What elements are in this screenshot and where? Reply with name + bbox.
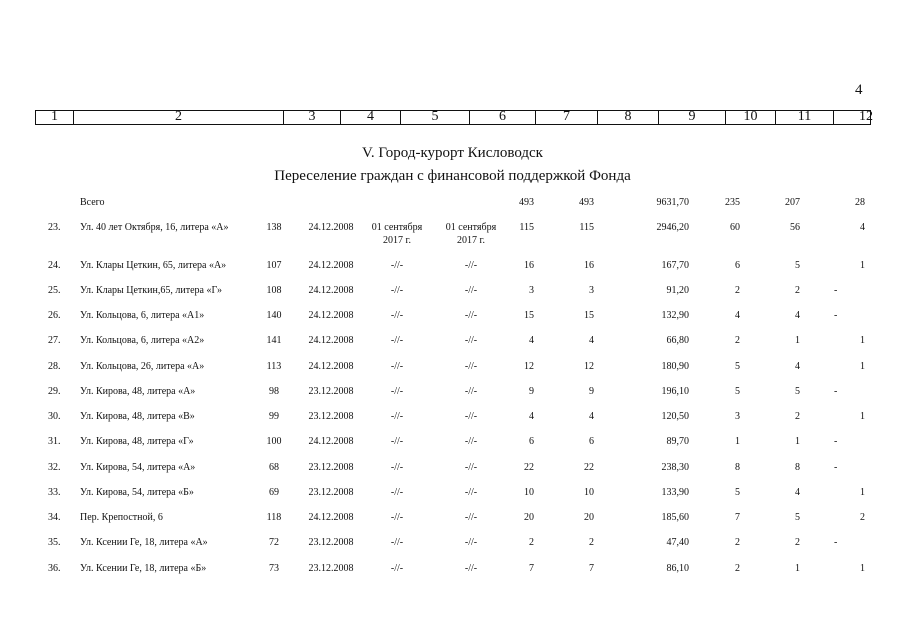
- flats-cell: 2: [735, 335, 740, 346]
- flats-cell: 4: [735, 310, 740, 321]
- municipal-cell: 1: [860, 563, 865, 574]
- private-cell: 2: [795, 411, 800, 422]
- total-area-cell: 9631,70: [656, 197, 689, 208]
- address-cell: Ул. Ксении Ге, 18, литера «А»: [80, 537, 208, 548]
- flats-cell: 2: [735, 563, 740, 574]
- area-cell: 238,30: [661, 462, 689, 473]
- dash-cell: -: [834, 462, 838, 473]
- area-cell: 133,90: [661, 487, 689, 498]
- private-cell: 4: [795, 310, 800, 321]
- code-cell: 118: [266, 512, 282, 523]
- end-date-cell: -//-: [464, 285, 478, 296]
- area-cell: 132,90: [661, 310, 689, 321]
- end-date-cell: -//-: [464, 512, 478, 523]
- start-date-cell: -//-: [390, 411, 404, 422]
- municipal-cell: 4: [860, 222, 865, 233]
- total-cell: 6: [529, 436, 534, 447]
- end-date-cell: -//-: [464, 462, 478, 473]
- page-number: 4: [855, 82, 863, 98]
- flats-cell: 60: [730, 222, 740, 233]
- code-cell: 73: [269, 563, 279, 574]
- code-cell: 68: [269, 462, 279, 473]
- start-date-cell: -//-: [390, 563, 404, 574]
- end-date-cell: -//-: [464, 563, 478, 574]
- column-number-cell: 6: [470, 111, 536, 124]
- flats-cell: 2: [735, 537, 740, 548]
- private-cell: 2: [795, 285, 800, 296]
- end-date-cell: -//-: [464, 361, 478, 372]
- address-cell: Ул. Кирова, 54, литера «Б»: [80, 487, 194, 498]
- municipal-cell: 1: [860, 487, 865, 498]
- row-number-cell: 28.: [48, 361, 61, 372]
- area-cell: 2946,20: [656, 222, 689, 233]
- area-cell: 91,20: [666, 285, 689, 296]
- code-cell: 98: [269, 386, 279, 397]
- row-number-cell: 29.: [48, 386, 61, 397]
- address-cell: Ул. Кирова, 54, литера «А»: [80, 462, 196, 473]
- date-cell: 23.12.2008: [308, 462, 354, 473]
- end-date-cell: -//-: [464, 537, 478, 548]
- area-cell: 180,90: [661, 361, 689, 372]
- address-cell: Пер. Крепостной, 6: [80, 512, 163, 523]
- area-cell: 167,70: [661, 260, 689, 271]
- persons-cell: 6: [589, 436, 594, 447]
- total-label: Всего: [80, 197, 105, 208]
- private-cell: 1: [795, 436, 800, 447]
- dash-cell: -: [834, 537, 838, 548]
- end-date-cell: -//-: [464, 411, 478, 422]
- flats-cell: 7: [735, 512, 740, 523]
- private-cell: 5: [795, 260, 800, 271]
- start-date-cell: -//-: [390, 436, 404, 447]
- start-date-cell: -//-: [390, 386, 404, 397]
- flats-cell: 6: [735, 260, 740, 271]
- date-cell: 23.12.2008: [308, 563, 354, 574]
- row-number-cell: 27.: [48, 335, 61, 346]
- area-cell: 86,10: [666, 563, 689, 574]
- start-date-cell: -//-: [390, 487, 404, 498]
- persons-cell: 16: [584, 260, 594, 271]
- total-persons-cell: 493: [579, 197, 594, 208]
- total-municipal-cell: 28: [855, 197, 865, 208]
- total-cell: 7: [529, 563, 534, 574]
- column-number-cell: 10: [726, 111, 776, 124]
- end-date-cell: -//-: [464, 436, 478, 447]
- start-date-cell: -//-: [390, 260, 404, 271]
- municipal-cell: 1: [860, 260, 865, 271]
- flats-cell: 1: [735, 436, 740, 447]
- private-cell: 2: [795, 537, 800, 548]
- row-number-cell: 26.: [48, 310, 61, 321]
- private-cell: 4: [795, 487, 800, 498]
- total-cell: 115: [519, 222, 534, 233]
- private-cell: 1: [795, 563, 800, 574]
- municipal-cell: 1: [860, 411, 865, 422]
- start-date-cell: -//-: [390, 310, 404, 321]
- end-date-cell: 01 сентября 2017 г.: [445, 222, 497, 246]
- flats-cell: 2: [735, 285, 740, 296]
- date-cell: 24.12.2008: [308, 310, 354, 321]
- municipal-cell: 2: [860, 512, 865, 523]
- address-cell: Ул. Кольцова, 6, литера «А1»: [80, 310, 205, 321]
- total-cell: 15: [524, 310, 534, 321]
- date-cell: 24.12.2008: [308, 361, 354, 372]
- address-cell: Ул. Кирова, 48, литера «В»: [80, 411, 195, 422]
- subsection-title: Переселение граждан с финансовой поддержкой Фонда: [274, 168, 631, 184]
- dash-cell: -: [834, 436, 838, 447]
- private-cell: 4: [795, 361, 800, 372]
- column-number-cell: 12: [859, 109, 873, 124]
- persons-cell: 115: [579, 222, 594, 233]
- column-number-cell: 9: [659, 111, 726, 124]
- total-cell: 16: [524, 260, 534, 271]
- end-date-cell: -//-: [464, 487, 478, 498]
- date-cell: 24.12.2008: [308, 436, 354, 447]
- row-number-cell: 34.: [48, 512, 61, 523]
- total-cell: 12: [524, 361, 534, 372]
- column-number-header: [35, 110, 871, 125]
- start-date-cell: -//-: [390, 335, 404, 346]
- persons-cell: 3: [589, 285, 594, 296]
- area-cell: 196,10: [661, 386, 689, 397]
- code-cell: 69: [269, 487, 279, 498]
- municipal-cell: 1: [860, 361, 865, 372]
- private-cell: 5: [795, 512, 800, 523]
- flats-cell: 5: [735, 361, 740, 372]
- date-cell: 24.12.2008: [308, 335, 354, 346]
- address-cell: Ул. Кирова, 48, литера «Г»: [80, 436, 194, 447]
- persons-cell: 15: [584, 310, 594, 321]
- dash-cell: -: [834, 386, 838, 397]
- persons-cell: 20: [584, 512, 594, 523]
- total-cell: 9: [529, 386, 534, 397]
- row-number-cell: 32.: [48, 462, 61, 473]
- area-cell: 47,40: [666, 537, 689, 548]
- address-cell: Ул. Ксении Ге, 18, литера «Б»: [80, 563, 207, 574]
- column-number-cell: 5: [401, 111, 470, 124]
- section-title: V. Город-курорт Кисловодск: [362, 145, 543, 161]
- code-cell: 113: [266, 361, 282, 372]
- date-cell: 24.12.2008: [308, 285, 354, 296]
- column-number-cell: 3: [284, 111, 341, 124]
- start-date-cell: 01 сентября 2017 г.: [371, 222, 423, 246]
- code-cell: 72: [269, 537, 279, 548]
- code-cell: 99: [269, 411, 279, 422]
- start-date-cell: -//-: [390, 285, 404, 296]
- column-number-cell: 2: [74, 111, 284, 124]
- persons-cell: 12: [584, 361, 594, 372]
- persons-cell: 22: [584, 462, 594, 473]
- date-cell: 24.12.2008: [308, 512, 354, 523]
- code-cell: 107: [266, 260, 282, 271]
- code-cell: 108: [266, 285, 282, 296]
- private-cell: 1: [795, 335, 800, 346]
- address-cell: Ул. Клары Цеткин, 65, литера «А»: [80, 260, 227, 271]
- column-number-cell: 4: [341, 111, 401, 124]
- row-number-cell: 23.: [48, 222, 61, 233]
- end-date-cell: -//-: [464, 310, 478, 321]
- end-date-cell: -//-: [464, 386, 478, 397]
- area-cell: 66,80: [666, 335, 689, 346]
- date-cell: 24.12.2008: [308, 260, 354, 271]
- dash-cell: -: [834, 285, 838, 296]
- area-cell: 120,50: [661, 411, 689, 422]
- column-number-cell: 7: [536, 111, 598, 124]
- total-cell: 493: [519, 197, 534, 208]
- total-cell: 4: [529, 411, 534, 422]
- total-cell: 4: [529, 335, 534, 346]
- area-cell: 185,60: [661, 512, 689, 523]
- address-cell: Ул. Клары Цеткин,65, литера «Г»: [80, 285, 222, 296]
- persons-cell: 2: [589, 537, 594, 548]
- persons-cell: 9: [589, 386, 594, 397]
- row-number-cell: 31.: [48, 436, 61, 447]
- persons-cell: 10: [584, 487, 594, 498]
- persons-cell: 4: [589, 411, 594, 422]
- flats-cell: 8: [735, 462, 740, 473]
- end-date-cell: -//-: [464, 335, 478, 346]
- row-number-cell: 25.: [48, 285, 61, 296]
- flats-cell: 5: [735, 386, 740, 397]
- date-cell: 23.12.2008: [308, 537, 354, 548]
- date-cell: 24.12.2008: [308, 222, 354, 233]
- persons-cell: 4: [589, 335, 594, 346]
- total-cell: 20: [524, 512, 534, 523]
- end-date-cell: -//-: [464, 260, 478, 271]
- column-number-cell: 11: [776, 111, 834, 124]
- code-cell: 138: [266, 222, 282, 233]
- flats-cell: 3: [735, 411, 740, 422]
- dash-cell: -: [834, 310, 838, 321]
- column-number-cell: 1: [36, 111, 74, 124]
- address-cell: Ул. Кольцова, 26, литера «А»: [80, 361, 205, 372]
- code-cell: 141: [266, 335, 282, 346]
- code-cell: 100: [266, 436, 282, 447]
- start-date-cell: -//-: [390, 512, 404, 523]
- address-cell: Ул. Кольцова, 6, литера «А2»: [80, 335, 205, 346]
- row-number-cell: 36.: [48, 563, 61, 574]
- date-cell: 23.12.2008: [308, 386, 354, 397]
- address-cell: Ул. 40 лет Октября, 16, литера «А»: [80, 222, 229, 233]
- total-flats-cell: 235: [725, 197, 740, 208]
- total-cell: 22: [524, 462, 534, 473]
- private-cell: 8: [795, 462, 800, 473]
- total-private-cell: 207: [785, 197, 800, 208]
- date-cell: 23.12.2008: [308, 411, 354, 422]
- total-cell: 10: [524, 487, 534, 498]
- municipal-cell: 1: [860, 335, 865, 346]
- start-date-cell: -//-: [390, 462, 404, 473]
- private-cell: 5: [795, 386, 800, 397]
- row-number-cell: 33.: [48, 487, 61, 498]
- date-cell: 23.12.2008: [308, 487, 354, 498]
- start-date-cell: -//-: [390, 537, 404, 548]
- row-number-cell: 30.: [48, 411, 61, 422]
- persons-cell: 7: [589, 563, 594, 574]
- column-number-cell: 8: [598, 111, 659, 124]
- flats-cell: 5: [735, 487, 740, 498]
- row-number-cell: 24.: [48, 260, 61, 271]
- total-cell: 2: [529, 537, 534, 548]
- address-cell: Ул. Кирова, 48, литера «А»: [80, 386, 196, 397]
- row-number-cell: 35.: [48, 537, 61, 548]
- total-cell: 3: [529, 285, 534, 296]
- private-cell: 56: [790, 222, 800, 233]
- area-cell: 89,70: [666, 436, 689, 447]
- code-cell: 140: [266, 310, 282, 321]
- start-date-cell: -//-: [390, 361, 404, 372]
